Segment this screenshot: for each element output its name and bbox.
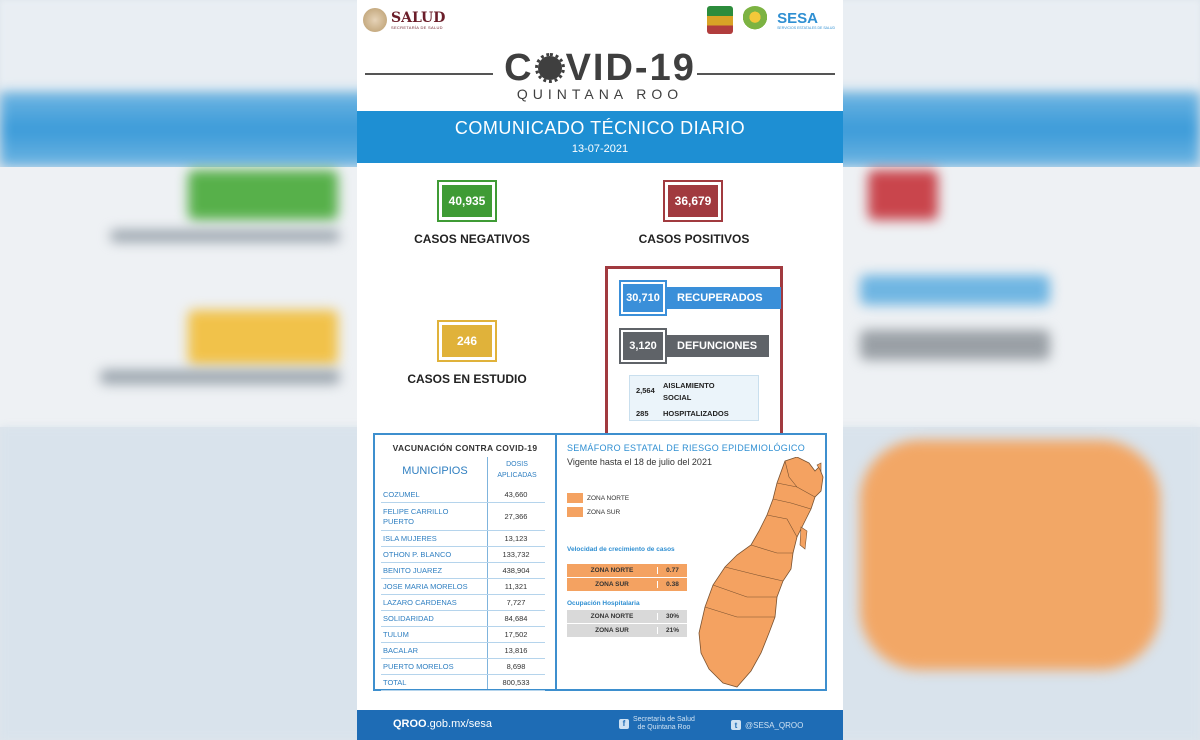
municipio-cell: TULUM: [383, 629, 409, 639]
twitter-icon: t: [731, 720, 741, 730]
positivos-label: CASOS POSITIVOS: [638, 232, 750, 246]
municipio-cell: BENITO JUAREZ: [383, 565, 443, 575]
salud-label: SALUD: [391, 9, 446, 26]
aislamiento-label-2: SOCIAL: [663, 393, 692, 402]
table-row: ZONA SUR 0.38: [567, 578, 687, 592]
municipio-cell: PUERTO MORELOS: [383, 661, 454, 671]
negativos-label: CASOS NEGATIVOS: [414, 232, 530, 246]
facebook-icon: f: [619, 719, 629, 729]
header-logos: [357, 6, 843, 36]
positivos-value: 36,679: [668, 185, 718, 217]
hospitalizados-label: HOSPITALIZADOS: [663, 409, 729, 418]
legend-swatch-norte: [567, 493, 583, 503]
dosis-cell: 27,366: [504, 512, 528, 521]
salud-logo: [363, 8, 445, 32]
legend-label-sur: ZONA SUR: [587, 509, 621, 516]
table-row: [381, 595, 545, 611]
municipio-cell: OTHON P. BLANCO: [383, 549, 452, 559]
ocupacion-table: [567, 610, 687, 638]
aislamiento-value: 2,564: [636, 386, 655, 395]
twitter-link[interactable]: t @SESA_QROO: [731, 720, 803, 730]
legend-label-norte: ZONA NORTE: [587, 495, 630, 502]
dosis-cell: 11,321: [504, 582, 528, 591]
quintana-roo-logo-icon: [707, 6, 733, 34]
table-row: [381, 579, 545, 595]
velocidad-table: [567, 564, 687, 592]
recuperados-value: 30,710: [623, 284, 663, 312]
estudio-label: CASOS EN ESTUDIO: [407, 372, 527, 386]
col-municipios: MUNICIPIOS: [402, 465, 468, 477]
aislamiento-label: AISLAMIENTO: [663, 381, 715, 390]
municipio-cell: BACALAR: [383, 645, 419, 655]
sesa-logo: [777, 11, 835, 30]
banner-date: 13-07-2021: [571, 143, 629, 155]
sesa-sub: SERVICIOS ESTATALES DE SALUD: [777, 25, 835, 30]
defunciones-label: DEFUNCIONES: [677, 340, 758, 352]
defunciones-box: [619, 328, 667, 364]
velocidad-title: Velocidad de crecimiento de casos: [567, 546, 675, 553]
municipio-cell: SOLIDARIDAD: [383, 613, 434, 623]
col-dosis: DOSIS APLICADAS: [497, 461, 537, 479]
table-row: ZONA SUR 21%: [567, 624, 687, 638]
table-row: ZONA NORTE 0.77: [567, 564, 687, 578]
vaccination-title: VACUNACIÓN CONTRA COVID-19: [392, 443, 538, 453]
quintana-roo-map: [697, 457, 827, 689]
sesa-label: SESA: [777, 9, 818, 27]
positivos-subtable: [629, 375, 759, 421]
legend-swatch-sur: [567, 507, 583, 517]
table-row: [381, 627, 545, 643]
dosis-cell: 17,502: [504, 630, 528, 639]
dosis-cell: 8,698: [506, 662, 526, 671]
semaforo-title: SEMÁFORO ESTATAL DE RIESGO EPIDEMIOLÓGICO: [567, 443, 806, 453]
semaforo-vigencia: Vigente hasta el 18 de julio del 2021: [567, 457, 712, 467]
recuperados-label: RECUPERADOS: [677, 292, 763, 304]
dosis-cell: 43,660: [504, 490, 528, 499]
municipio-cell: FELIPE CARRILLO PUERTO: [383, 506, 449, 526]
dosis-cell: 13,816: [504, 646, 528, 655]
table-row: [381, 563, 545, 579]
hospitalizados-value: 285: [636, 409, 649, 418]
report-banner: [357, 111, 843, 163]
table-row: [381, 531, 545, 547]
mexico-seal-icon: [363, 8, 387, 32]
negativos-value: 40,935: [442, 185, 492, 217]
table-row: [381, 675, 545, 691]
table-row: [381, 503, 545, 531]
negativos-box: [437, 180, 497, 222]
title-block: [357, 48, 843, 104]
vaccination-semaforo-panel: [373, 433, 827, 691]
municipio-cell: LAZARO CARDENAS: [383, 597, 457, 607]
salud-sub: SECRETARÍA DE SALUD: [391, 24, 443, 30]
municipio-cell: JOSE MARIA MORELOS: [383, 581, 468, 591]
footer-url[interactable]: QROO.gob.mx/sesa: [393, 718, 493, 730]
estudio-value: 246: [442, 325, 492, 357]
defunciones-value: 3,120: [623, 332, 663, 360]
recuperados-bar: [661, 287, 781, 309]
municipio-cell: COZUMEL: [383, 489, 420, 499]
defunciones-bar: [661, 335, 769, 357]
recuperados-box: [619, 280, 667, 316]
municipio-cell: ISLA MUJERES: [383, 533, 437, 543]
banner-title: COMUNICADO TÉCNICO DIARIO: [454, 118, 746, 138]
dosis-cell: 438,904: [502, 566, 530, 575]
dosis-cell: 13,123: [504, 534, 528, 543]
dosis-cell: 133,732: [502, 550, 530, 559]
page-title: C VID-19: [504, 47, 696, 89]
table-row: [381, 547, 545, 563]
footer: [357, 710, 843, 740]
estudio-box: [437, 320, 497, 362]
page-subtitle: QUINTANA ROO: [516, 86, 684, 102]
facebook-link[interactable]: f Secretaría de Salud de Quintana Roo: [619, 716, 695, 732]
table-row: [381, 659, 545, 675]
virus-icon: [535, 53, 565, 83]
table-row: [381, 487, 545, 503]
table-row: [381, 643, 545, 659]
table-row: [381, 611, 545, 627]
ocupacion-title: Ocupación Hospitalaria: [567, 600, 640, 607]
dosis-cell: 800,533: [502, 678, 530, 687]
covid-poster: [357, 0, 843, 740]
salud-bienestar-logo-icon: [741, 6, 769, 34]
dosis-cell: 7,727: [506, 598, 526, 607]
table-row: ZONA NORTE 30%: [567, 610, 687, 624]
municipio-cell: TOTAL: [383, 677, 407, 687]
positivos-box: [663, 180, 723, 222]
dosis-cell: 84,684: [504, 614, 528, 623]
